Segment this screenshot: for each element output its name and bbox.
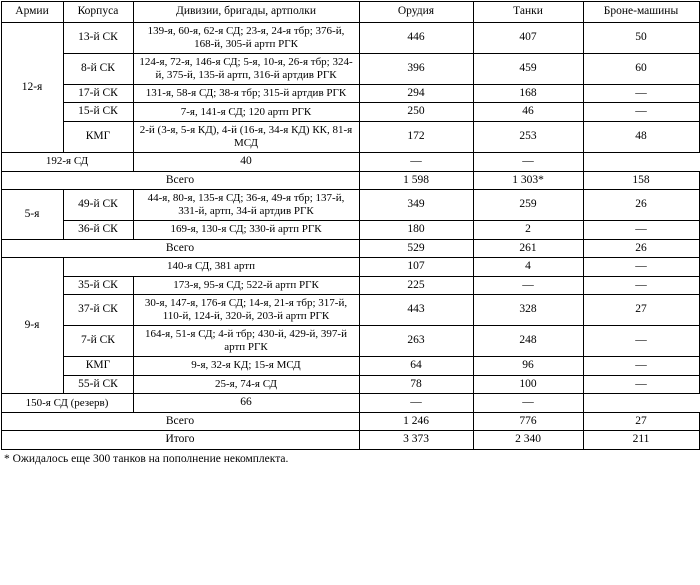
guns-value: 294: [359, 84, 473, 103]
tanks-value: 328: [473, 295, 583, 326]
column-header-army: Армии: [1, 2, 63, 23]
armored-cars-value: 26: [583, 239, 699, 258]
column-header-armored-cars: Броне-машины: [583, 2, 699, 23]
army-cell: 9-я: [1, 258, 63, 394]
guns-value: 446: [359, 23, 473, 54]
armored-cars-value: —: [473, 394, 583, 413]
table-footnote: * Ожидалось еще 300 танков на пополнение некомплекта.: [4, 452, 289, 465]
corps-cell: 55-й СК: [63, 375, 133, 394]
column-header-units: Дивизии, бригады, артполки: [133, 2, 359, 23]
corps-cell: 15-й СК: [63, 103, 133, 122]
guns-value: 263: [359, 326, 473, 357]
units-cell: 173-я, 95-я СД; 522-й артп РГК: [133, 276, 359, 295]
armored-cars-value: 48: [583, 122, 699, 153]
table-row: [1, 190, 699, 221]
tanks-value: 776: [473, 412, 583, 431]
unit-group-label: 192-я СД: [1, 152, 133, 171]
total-label: Всего: [1, 412, 359, 431]
tanks-value: 259: [473, 190, 583, 221]
armored-cars-value: —: [583, 276, 699, 295]
table-row: [1, 152, 699, 171]
armored-cars-value: 158: [583, 171, 699, 190]
table-header: [1, 2, 699, 23]
table-row: [1, 239, 699, 258]
table-row: [1, 53, 699, 84]
tanks-value: 100: [473, 375, 583, 394]
units-cell: 169-я, 130-я СД; 330-й артп РГК: [133, 221, 359, 240]
units-cell: 25-я, 74-я СД: [133, 375, 359, 394]
armored-cars-value: 60: [583, 53, 699, 84]
document-sheet: [0, 1, 700, 465]
guns-value: 172: [359, 122, 473, 153]
units-cell: 131-я, 58-я СД; 38-я тбр; 315-й артдив РГК: [133, 84, 359, 103]
table-row: [1, 412, 699, 431]
corps-cell: 49-й СК: [63, 190, 133, 221]
guns-value: 3 373: [359, 431, 473, 450]
table-row: [1, 122, 699, 153]
armored-cars-value: —: [583, 221, 699, 240]
units-cell: 164-я, 51-я СД; 4-й тбр; 430-й, 429-й, 397-й артп РГК: [133, 326, 359, 357]
tanks-value: 2 340: [473, 431, 583, 450]
units-cell: 7-я, 141-я СД; 120 артп РГК: [133, 103, 359, 122]
units-cell: 9-я, 32-я КД; 15-я МСД: [133, 357, 359, 376]
armored-cars-value: 27: [583, 412, 699, 431]
tanks-value: 1 303*: [473, 171, 583, 190]
column-header-tanks: Танки: [473, 2, 583, 23]
guns-value: 78: [359, 375, 473, 394]
table-row: [1, 23, 699, 54]
armored-cars-value: —: [583, 84, 699, 103]
table-row: [1, 394, 699, 413]
corps-cell: 36-й СК: [63, 221, 133, 240]
unit-group-label: 140-я СД, 381 артп: [63, 258, 359, 277]
armored-cars-value: —: [583, 326, 699, 357]
table-row: [1, 326, 699, 357]
tanks-value: 2: [473, 221, 583, 240]
tanks-value: 46: [473, 103, 583, 122]
guns-value: 1 598: [359, 171, 473, 190]
army-cell: 5-я: [1, 190, 63, 240]
total-label: Всего: [1, 239, 359, 258]
tanks-value: 253: [473, 122, 583, 153]
table-row: [1, 276, 699, 295]
corps-cell: 37-й СК: [63, 295, 133, 326]
tanks-value: 248: [473, 326, 583, 357]
units-cell: 124-я, 72-я, 146-я СД; 5-я, 10-я, 26-я тбр; 324-й, 375-й, 135-й артп, 316-й артдив РГК: [133, 53, 359, 84]
table-row: [1, 221, 699, 240]
table-row: [1, 357, 699, 376]
armored-cars-value: —: [473, 152, 583, 171]
guns-value: 349: [359, 190, 473, 221]
tanks-value: 261: [473, 239, 583, 258]
corps-cell: 13-й СК: [63, 23, 133, 54]
units-cell: 2-й (3-я, 5-я КД), 4-й (16-я, 34-я КД) КК, 81-я МСД: [133, 122, 359, 153]
corps-cell: КМГ: [63, 122, 133, 153]
army-cell: 12-я: [1, 23, 63, 153]
units-cell: 139-я, 60-я, 62-я СД; 23-я, 24-я тбр; 376-й, 168-й, 305-й артп РГК: [133, 23, 359, 54]
table-row: [1, 103, 699, 122]
table-row: [1, 258, 699, 277]
guns-value: 66: [133, 394, 359, 413]
total-label: Итого: [1, 431, 359, 450]
guns-value: 529: [359, 239, 473, 258]
guns-value: 180: [359, 221, 473, 240]
armored-cars-value: —: [583, 375, 699, 394]
table-row: [1, 171, 699, 190]
tanks-value: 459: [473, 53, 583, 84]
units-cell: 44-я, 80-я, 135-я СД; 36-я, 49-я тбр; 137-й, 331-й, артп, 34-й артдив РГК: [133, 190, 359, 221]
tanks-value: 407: [473, 23, 583, 54]
unit-group-label: 150-я СД (резерв): [1, 394, 133, 413]
table-body: [1, 23, 699, 450]
tanks-value: 96: [473, 357, 583, 376]
corps-cell: 7-й СК: [63, 326, 133, 357]
guns-value: 1 246: [359, 412, 473, 431]
corps-cell: 17-й СК: [63, 84, 133, 103]
tanks-value: 4: [473, 258, 583, 277]
column-header-guns: Орудия: [359, 2, 473, 23]
armored-cars-value: —: [583, 357, 699, 376]
units-cell: 30-я, 147-я, 176-я СД; 14-я, 21-я тбр; 317-й, 110-й, 124-й, 320-й, 203-й артп РГК: [133, 295, 359, 326]
guns-value: 64: [359, 357, 473, 376]
troops-table: [1, 1, 700, 450]
header-row: [1, 2, 699, 23]
guns-value: 443: [359, 295, 473, 326]
table-row: [1, 375, 699, 394]
tanks-value: —: [359, 152, 473, 171]
guns-value: 40: [133, 152, 359, 171]
table-row: [1, 295, 699, 326]
tanks-value: 168: [473, 84, 583, 103]
table-row: [1, 84, 699, 103]
guns-value: 250: [359, 103, 473, 122]
guns-value: 225: [359, 276, 473, 295]
armored-cars-value: 50: [583, 23, 699, 54]
column-header-corps: Корпуса: [63, 2, 133, 23]
corps-cell: КМГ: [63, 357, 133, 376]
armored-cars-value: —: [583, 258, 699, 277]
tanks-value: —: [359, 394, 473, 413]
guns-value: 396: [359, 53, 473, 84]
total-label: Всего: [1, 171, 359, 190]
guns-value: 107: [359, 258, 473, 277]
armored-cars-value: 211: [583, 431, 699, 450]
armored-cars-value: —: [583, 103, 699, 122]
tanks-value: —: [473, 276, 583, 295]
table-row: [1, 431, 699, 450]
armored-cars-value: 27: [583, 295, 699, 326]
corps-cell: 8-й СК: [63, 53, 133, 84]
corps-cell: 35-й СК: [63, 276, 133, 295]
armored-cars-value: 26: [583, 190, 699, 221]
